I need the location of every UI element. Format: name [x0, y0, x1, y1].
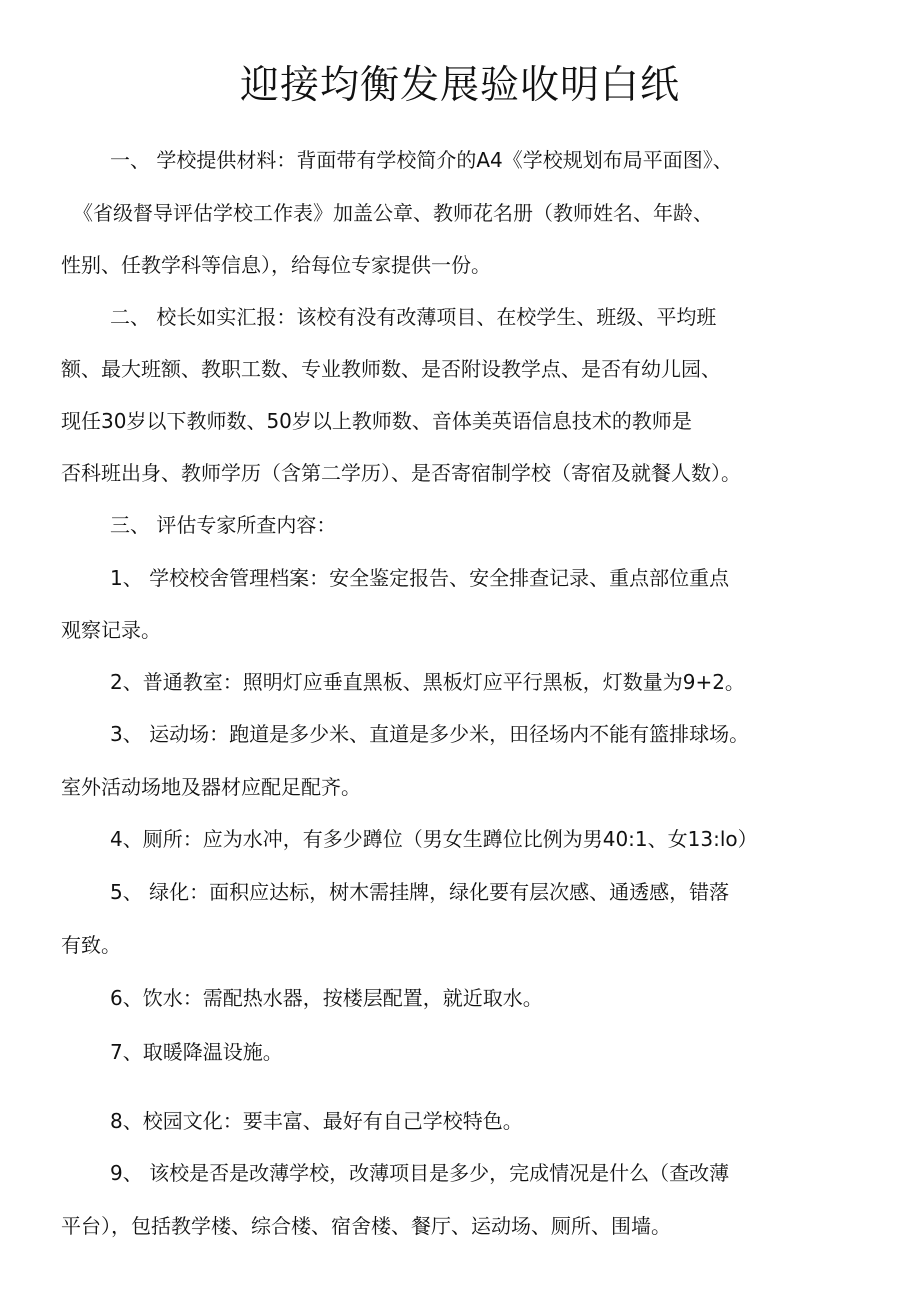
section-3-heading: 三、 评估专家所查内容：	[110, 513, 337, 537]
item-5-line-2: 有致。	[61, 933, 121, 957]
item-3-line-2: 室外活动场地及器材应配足配齐。	[61, 775, 361, 799]
item-1-line-1: 1、 学校校舍管理档案：安全鉴定报告、安全排查记录、重点部位重点	[110, 566, 730, 590]
item-7-line-1: 7、取暖降温设施。	[110, 1040, 283, 1064]
item-8-line-1: 8、校园文化：要丰富、最好有自己学校特色。	[110, 1109, 523, 1133]
section-1-line-2: 《省级督导评估学校工作表》加盖公章、教师花名册（教师姓名、年龄、	[73, 201, 713, 225]
item-5-line-1: 5、 绿化：面积应达标，树木需挂牌，绿化要有层次感、通透感，错落	[110, 880, 730, 904]
section-2-line-2: 额、最大班额、教职工数、专业教师数、是否附设教学点、是否有幼儿园、	[61, 357, 721, 381]
item-9-line-1: 9、 该校是否是改薄学校，改薄项目是多少，完成情况是什么（查改薄	[110, 1161, 730, 1185]
section-1-line-3: 性别、任教学科等信息），给每位专家提供一份。	[61, 253, 491, 277]
document-title: 迎接均衡发展验收明白纸	[239, 63, 680, 108]
item-3-line-1: 3、 运动场：跑道是多少米、直道是多少米，田径场内不能有篮排球场。	[110, 722, 750, 746]
section-2-line-1: 二、 校长如实汇报：该校有没有改薄项目、在校学生、班级、平均班	[110, 305, 717, 329]
section-2-line-4: 否科班出身、教师学历（含第二学历）、是否寄宿制学校（寄宿及就餐人数）。	[61, 461, 741, 485]
item-6-line-1: 6、饮水：需配热水器，按楼层配置，就近取水。	[110, 986, 543, 1010]
item-9-line-2: 平台），包括教学楼、综合楼、宿舍楼、餐厅、运动场、厕所、围墙。	[61, 1214, 671, 1238]
item-2-line-1: 2、普通教室：照明灯应垂直黑板、黑板灯应平行黑板，灯数量为9+2。	[110, 670, 745, 694]
item-4-line-1: 4、厕所：应为水冲，有多少蹲位（男女生蹲位比例为男40:1、女13:lo）	[110, 827, 758, 851]
section-2-line-3: 现任30岁以下教师数、50岁以上教师数、音体美英语信息技术的教师是	[61, 409, 692, 433]
section-1-line-1: 一、 学校提供材料：背面带有学校简介的A4《学校规划布局平面图》、	[110, 148, 733, 172]
item-1-line-2: 观察记录。	[61, 618, 161, 642]
